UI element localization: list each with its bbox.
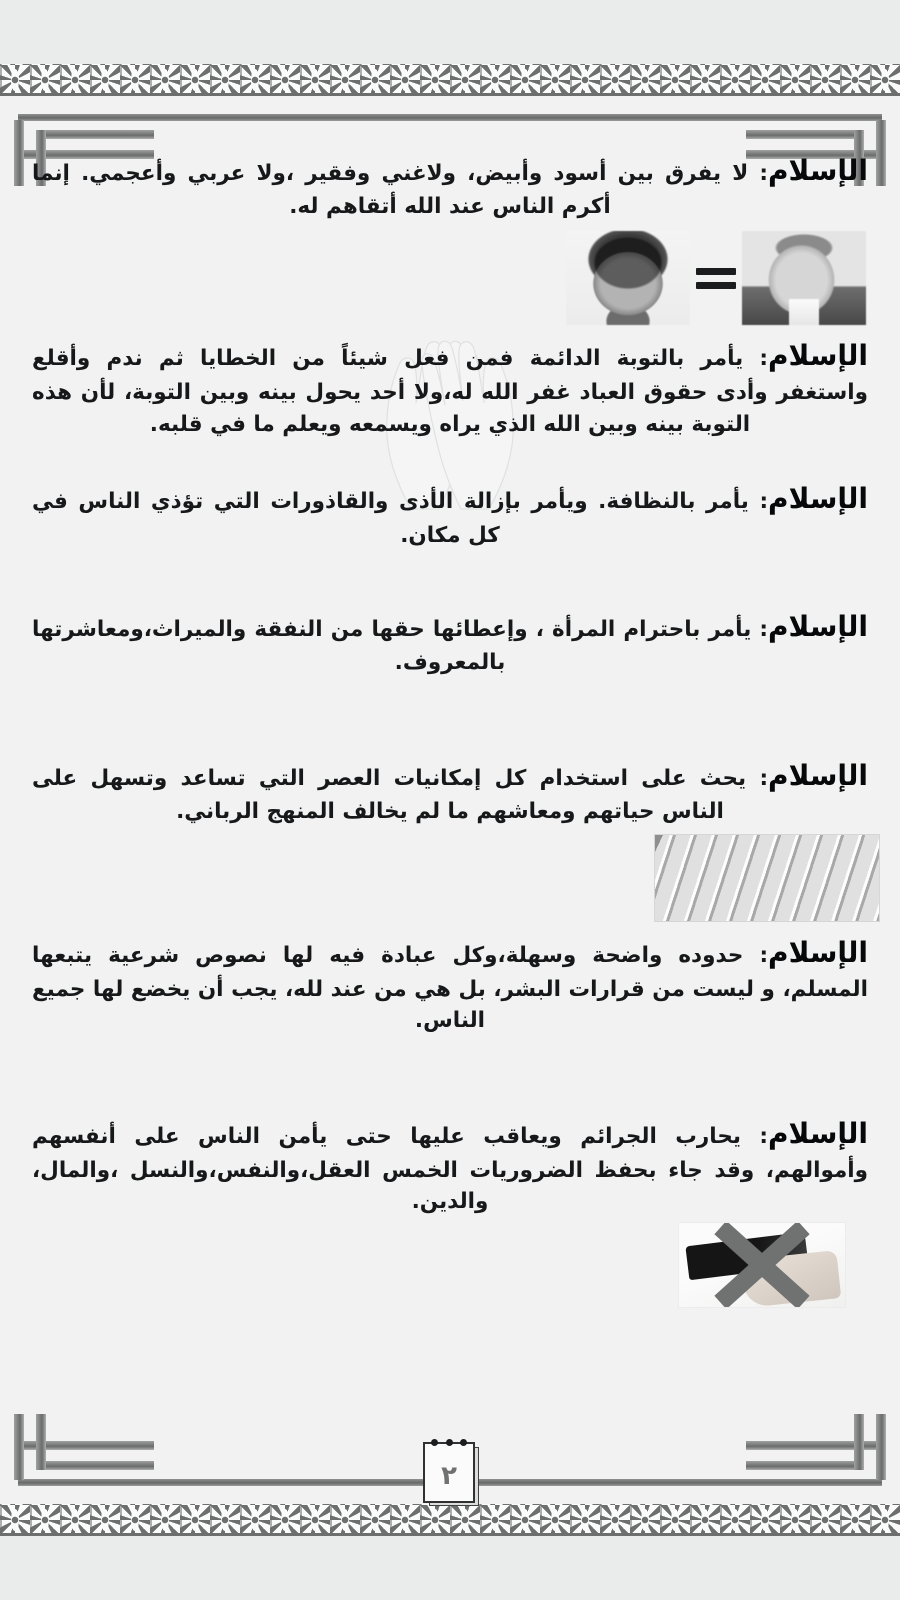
keyword-islam: الإسلام [768, 758, 868, 792]
section-equality [14, 150, 886, 325]
keyword-islam: الإسلام [768, 936, 868, 970]
section-paragraph [14, 606, 886, 679]
equals-sign-icon [696, 231, 735, 325]
section-repentance [14, 335, 886, 440]
section-body-text: لا يفرق بين أسود وأبيض، ولاغني وفقير ،ولا عربي وأعجمي. إنما أكرم الناس عند الله أتقاهم له. [32, 161, 749, 220]
keyword-separator: : [759, 1124, 769, 1150]
section-fighting-crime [14, 1113, 886, 1308]
section-paragraph [14, 755, 886, 828]
top-ornament-border [0, 64, 900, 96]
section-body-text: يحارب الجرائم ويعاقب عليها حتى يأمن الناس على أنفسهم وأموالهم، وقد جاء بحفظ الضروريات الخمس العقل،والنفس،والنسل ،والمال، والدين. [32, 1124, 868, 1215]
section-modern-technology [14, 755, 886, 922]
section-paragraph [14, 932, 886, 1037]
keyword-separator: : [759, 616, 769, 642]
page-content [14, 150, 886, 1450]
badge-front-sheet [423, 1442, 475, 1503]
ornament-weave-overlay [0, 1504, 900, 1536]
portrait-black-man [566, 231, 690, 325]
portrait-white-man [742, 231, 866, 325]
keyword-separator: : [759, 489, 769, 515]
keyword-separator: : [759, 943, 769, 969]
keyword-separator: : [759, 161, 769, 186]
section-cleanliness [14, 478, 886, 551]
section-body-text: يحث على استخدام كل إمكانيات العصر التي تساعد وتسهل على الناس حياتهم ومعاشهم ما لم يخالف المنهج الرباني. [32, 765, 747, 825]
keyword-islam: الإسلام [768, 339, 868, 373]
section-clear-limits [14, 932, 886, 1037]
ornament-bottom-rail [0, 1533, 900, 1536]
page-number: ٢ [441, 1460, 457, 1491]
section-body-text: حدوده واضحة وسهلة،وكل عبادة فيه لها نصوص شرعية يتبعها المسلم، و ليست من قرارات البشر، بل هي من عند لله، يجب أن يخضع لها جميع الناس. [32, 943, 868, 1034]
gun-prohibited-photo [678, 1222, 846, 1308]
keyword-islam: الإسلام [768, 154, 868, 187]
keyword-separator: : [759, 346, 769, 372]
section-body-text: يأمر بالتوبة الدائمة فمن فعل شيئاً من الخطايا ثم ندم وأقلع واستغفر وأدى حقوق العباد غفر الله له،ولا أحد يحول بينه وبين التوبة، لأن هذه التوبة بينه وبين الله الذي يراه ويسمعه ويعلم ما في قلبه. [32, 346, 868, 437]
section-body-text: يأمر بالنظافة. ويأمر بإزالة الأذى والقاذورات التي تؤذي الناس في كل مكان. [32, 489, 749, 548]
section-paragraph [14, 1113, 886, 1218]
ornament-weave-overlay [0, 64, 900, 96]
keyboard-photo [654, 834, 880, 922]
keyword-separator: : [759, 765, 769, 791]
section-paragraph [14, 335, 886, 440]
section-paragraph [14, 478, 886, 551]
equality-photo [566, 229, 866, 325]
keyword-islam: الإسلام [768, 1117, 868, 1151]
keyword-islam: الإسلام [768, 482, 868, 516]
keyword-islam: الإسلام [768, 609, 868, 643]
bottom-ornament-border [0, 1504, 900, 1536]
section-paragraph [14, 150, 886, 223]
page-number-badge [423, 1442, 477, 1504]
section-body-text: يأمر باحترام المرأة ، وإعطائها حقها من النفقة والميراث،ومعاشرتها بالمعروف. [32, 616, 752, 675]
badge-binding-dots [427, 1438, 471, 1447]
section-women-rights [14, 606, 886, 679]
ornament-bottom-rail [0, 93, 900, 96]
